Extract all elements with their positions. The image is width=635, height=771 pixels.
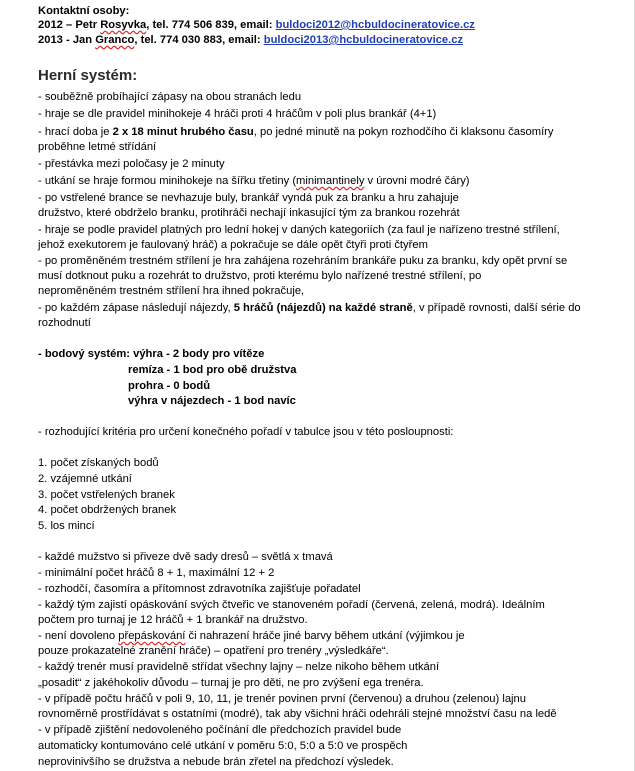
rule-line [38,629,465,643]
criteria-item: 2. vzájemné utkání [38,473,132,485]
criteria-item: 3. počet vstřelených branek [38,489,175,501]
text: přepáskování [118,630,186,642]
text: , v případě rovnosti, další série do [412,302,581,314]
criteria-item: 1. počet získaných bodů [38,457,159,469]
rule-line: - hraje se dle pravidel minihokeje 4 hráči proti 4 hráčům v poli plus brankář (4+1) [38,108,437,120]
rule-line [38,174,470,188]
rule-line: automaticky kontumováno celé utkání v poměru 5:0, 5:0 a 5:0 ve prospěch [38,740,408,752]
text: - není dovoleno [38,630,119,642]
rule-line: - každý trenér musí pravidelně střídat všechny lajny – nelze nikoho během utkání [38,661,440,673]
bold-text: 5 hráčů (nájezdů) na každé straně [233,302,413,314]
rule-line: počtem pro turnaj je 12 hráčů + 1 brankář na družstvo. [38,614,308,626]
rule-line: musí dotknout puku a rozehrát to družstvo, proti kterému bylo nařízené trestné střílení, po [38,270,482,282]
rule-line: - po proměněném trestném střílení je hra zahájena rozehráním brankáře puku za branku, kdy opět první se [38,255,568,267]
rule-line: družstvo, které obdrželo branku, protihráči nechají inkasující tým za brankou rozehrát [38,207,460,219]
rule-line: - souběžně probíhající zápasy na obou stranách ledu [38,91,302,103]
contact-row-2012 [38,18,475,32]
rule-line: - rozhodčí, časomíra a přítomnost zdravotníka zajišťuje pořadatel [38,583,361,595]
rule-line: neprovinivšího se družstva a nebude brán zřetel na předchozí výsledek. [38,756,394,768]
contact-phone: , tel. 774 030 883, email: [134,34,264,46]
points-shootout: výhra v nájezdech - 1 bod navíc [128,395,296,407]
email-link-2012[interactable]: buldoci2012@hcbuldocineratovice.cz [275,19,475,31]
rule-line: - minimální počet hráčů 8 + 1, maximální 12 + 2 [38,567,275,579]
points-system: - bodový systém: výhra - 2 body pro vítěze [38,348,265,360]
rule-line: proběhne letmé střídání [38,141,157,153]
email-link-2013[interactable]: buldoci2013@hcbuldocineratovice.cz [263,34,464,46]
text: v úrovni modré čáry) [364,175,470,187]
rule-line: - každý tým zajistí opáskování svých čtveřic ve stanoveném pořadí (červená, zelená, modrá). Ideálním [38,599,545,611]
rule-line: rovnoměrně prostřídávat s ostatními (modré), tak aby všichni hráči odehráli stejné množství času na ledě [38,708,557,720]
rule-line [38,125,554,139]
contacts-title: Kontaktní osoby: [38,5,130,17]
rule-line: „posadit“ z jakéhokoliv důvodu – turnaj je pro děti, ne pro zvýšení ega trenéra. [38,677,424,689]
rule-line: rozhodnutí [38,317,91,329]
contact-row-2013 [38,33,463,47]
contact-phone: , tel. 774 506 839, email: [146,19,276,31]
rule-line: jehož exekutorem je faulovaný hráč) a pokračuje se dále opět čtyři proti čtyřem [38,239,428,251]
rule-line: - v případě počtu hráčů v poli 9, 10, 11, je trenér povinen první (červenou) a druhou (zelenou) lajnu [38,693,526,705]
rule-line: pouze prokazatelné zranění hráče) – opatření pro trenéry „výsledkáře“. [38,645,389,657]
bold-text: 2 x 18 minut hrubého času [112,126,254,138]
contact-surname: Rosyvka [100,19,147,31]
rule-line: - hraje se podle pravidel platných pro lední hokej v daných kategoriích (za faul je nařízeno trestné střílení, [38,224,560,236]
rule-line: - po vstřelené brance se nevhazuje buly, brankář vyndá puk za branku a hru zahajuje [38,192,459,204]
points-loss: prohra - 0 bodů [128,380,211,392]
text: či nahrazení hráče jiné barvy během utkání (výjimkou je [185,630,465,642]
contact-surname: Granco [95,34,135,46]
text: , po jedné minutě na pokyn rozhodčího či klaksonu časomíry [253,126,554,138]
rule-line [38,301,581,315]
section-heading: Herní systém: [38,67,138,84]
rule-line: - v případě zjištění nedovoleného počínání dle předchozích pravidel bude [38,724,402,736]
rule-line: - přestávka mezi poločasy je 2 minuty [38,158,225,170]
criteria-item: 4. počet obdržených branek [38,504,177,516]
contact-prefix: 2012 – Petr [38,19,101,31]
rule-line: neproměněném trestném střílení hra ihned pokračuje, [38,285,305,297]
criteria-intro: - rozhodující kritéria pro určení konečného pořadí v tabulce jsou v této posloupnosti: [38,426,454,438]
text: - hrací doba je [38,126,113,138]
text: - po každém zápase následují nájezdy, [38,302,234,314]
contact-prefix: 2013 - Jan [38,34,96,46]
text: minimantinely [296,175,365,187]
points-draw: remíza - 1 bod pro obě družstva [128,364,297,376]
criteria-item: 5. los mincí [38,520,95,532]
text: - utkání se hraje formou minihokeje na šířku třetiny ( [38,175,297,187]
rule-line: - každé mužstvo si přiveze dvě sady dresů – světlá x tmavá [38,551,333,563]
